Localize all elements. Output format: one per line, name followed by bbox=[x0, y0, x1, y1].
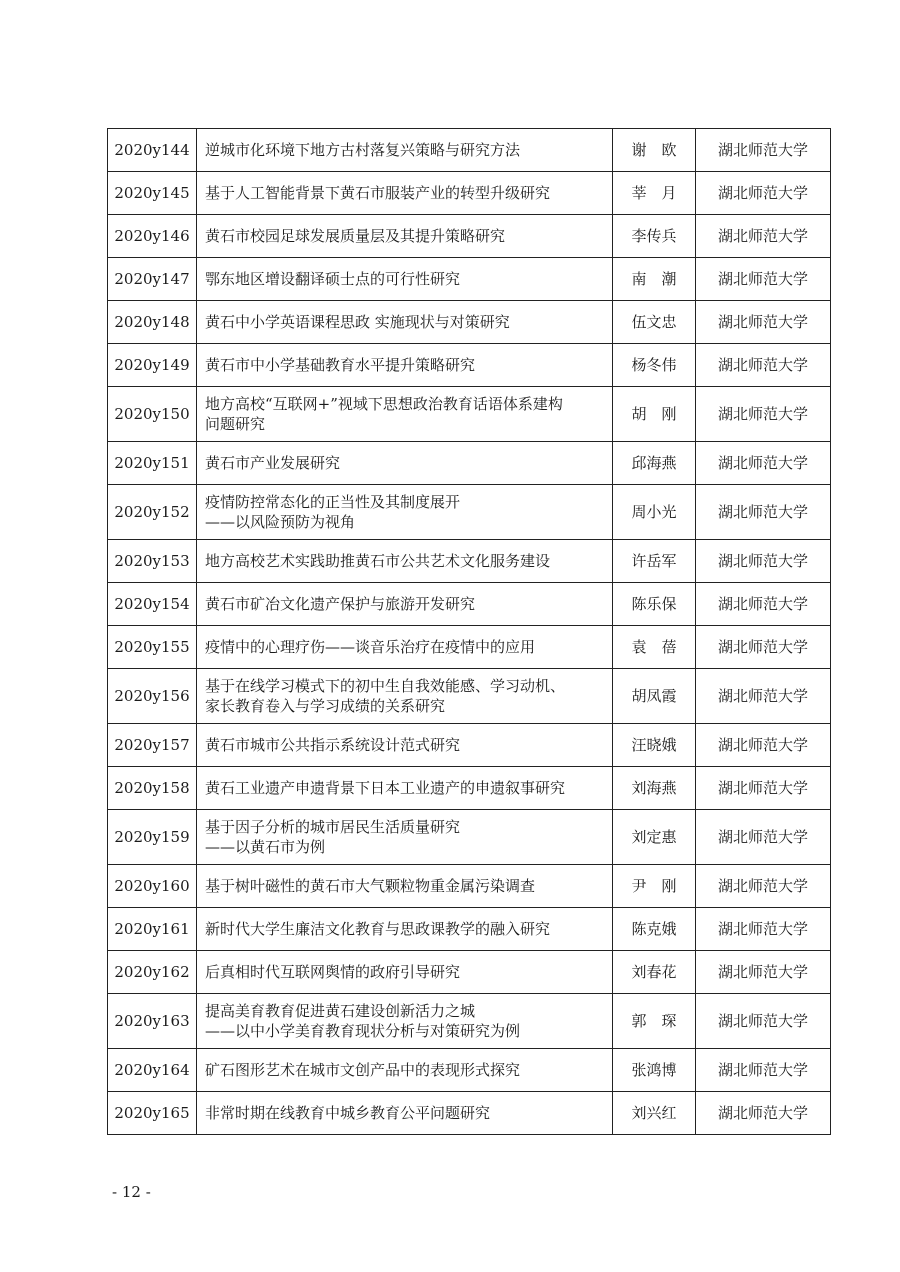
project-title-cell bbox=[197, 442, 613, 485]
institution-cell: 湖北师范大学 bbox=[696, 215, 831, 258]
leader-name-cell: 邱海燕 bbox=[613, 442, 696, 485]
project-id-cell: 2020y153 bbox=[108, 540, 197, 583]
leader-name-cell: 汪晓娥 bbox=[613, 724, 696, 767]
project-id-cell: 2020y165 bbox=[108, 1092, 197, 1135]
page-number: - 12 - bbox=[112, 1183, 151, 1201]
institution-cell: 湖北师范大学 bbox=[696, 994, 831, 1049]
institution-cell: 湖北师范大学 bbox=[696, 344, 831, 387]
project-id-cell: 2020y162 bbox=[108, 951, 197, 994]
leader-name-cell: 袁 蓓 bbox=[613, 626, 696, 669]
leader-name-cell: 陈乐保 bbox=[613, 583, 696, 626]
project-id-cell: 2020y154 bbox=[108, 583, 197, 626]
project-title-line: 疫情防控常态化的正当性及其制度展开 bbox=[205, 493, 461, 511]
project-id-cell: 2020y158 bbox=[108, 767, 197, 810]
leader-name-cell: 伍文忠 bbox=[613, 301, 696, 344]
leader-name-cell: 郭 琛 bbox=[613, 994, 696, 1049]
project-title-cell bbox=[197, 540, 613, 583]
project-id-cell: 2020y161 bbox=[108, 908, 197, 951]
leader-name-cell: 陈克娥 bbox=[613, 908, 696, 951]
leader-name-cell: 谢 欧 bbox=[613, 129, 696, 172]
table-row bbox=[108, 1049, 831, 1092]
project-id-cell: 2020y160 bbox=[108, 865, 197, 908]
project-table-body bbox=[108, 129, 831, 1135]
leader-name-cell: 胡凤霞 bbox=[613, 669, 696, 724]
table-row bbox=[108, 724, 831, 767]
project-title-line: 黄石中小学英语课程思政 实施现状与对策研究 bbox=[205, 313, 510, 331]
project-id-cell: 2020y163 bbox=[108, 994, 197, 1049]
project-title-cell bbox=[197, 865, 613, 908]
institution-cell: 湖北师范大学 bbox=[696, 626, 831, 669]
project-title-line: 地方高校艺术实践助推黄石市公共艺术文化服务建设 bbox=[205, 552, 551, 570]
project-title-line: 黄石市中小学基础教育水平提升策略研究 bbox=[205, 356, 476, 374]
leader-name-cell: 刘兴红 bbox=[613, 1092, 696, 1135]
institution-cell: 湖北师范大学 bbox=[696, 810, 831, 865]
project-id-cell: 2020y146 bbox=[108, 215, 197, 258]
institution-cell: 湖北师范大学 bbox=[696, 129, 831, 172]
table-row bbox=[108, 344, 831, 387]
institution-cell: 湖北师范大学 bbox=[696, 172, 831, 215]
table-row bbox=[108, 810, 831, 865]
project-title-line: 黄石市校园足球发展质量层及其提升策略研究 bbox=[205, 227, 506, 245]
table-row bbox=[108, 767, 831, 810]
project-id-cell: 2020y164 bbox=[108, 1049, 197, 1092]
project-title-line: 后真相时代互联网舆情的政府引导研究 bbox=[205, 963, 461, 981]
institution-cell: 湖北师范大学 bbox=[696, 301, 831, 344]
project-title-line: 家长教育卷入与学习成绩的关系研究 bbox=[205, 697, 446, 715]
institution-cell: 湖北师范大学 bbox=[696, 767, 831, 810]
project-title-line: 新时代大学生廉洁文化教育与思政课教学的融入研究 bbox=[205, 920, 551, 938]
leader-name-cell: 杨冬伟 bbox=[613, 344, 696, 387]
project-title-cell bbox=[197, 1092, 613, 1135]
table-row bbox=[108, 172, 831, 215]
project-id-cell: 2020y150 bbox=[108, 387, 197, 442]
institution-cell: 湖北师范大学 bbox=[696, 724, 831, 767]
project-title-line: 矿石图形艺术在城市文创产品中的表现形式探究 bbox=[205, 1061, 521, 1079]
project-id-cell: 2020y147 bbox=[108, 258, 197, 301]
project-title-cell bbox=[197, 172, 613, 215]
institution-cell: 湖北师范大学 bbox=[696, 442, 831, 485]
project-title-line: 地方高校“互联网+”视域下思想政治教育话语体系建构 bbox=[205, 395, 563, 413]
project-title-line: ——以黄石市为例 bbox=[205, 838, 326, 856]
leader-name-cell: 刘海燕 bbox=[613, 767, 696, 810]
project-table bbox=[107, 128, 831, 1135]
table-row bbox=[108, 129, 831, 172]
project-id-cell: 2020y149 bbox=[108, 344, 197, 387]
project-title-cell bbox=[197, 1049, 613, 1092]
project-title-line: 基于在线学习模式下的初中生自我效能感、学习动机、 bbox=[205, 677, 566, 695]
project-title-cell bbox=[197, 810, 613, 865]
leader-name-cell: 刘定惠 bbox=[613, 810, 696, 865]
project-title-line: 基于树叶磁性的黄石市大气颗粒物重金属污染调查 bbox=[205, 877, 536, 895]
project-title-cell bbox=[197, 626, 613, 669]
institution-cell: 湖北师范大学 bbox=[696, 951, 831, 994]
project-title-cell bbox=[197, 129, 613, 172]
project-title-line: ——以中小学美育教育现状分析与对策研究为例 bbox=[205, 1022, 521, 1040]
table-row bbox=[108, 626, 831, 669]
project-title-line: 黄石市产业发展研究 bbox=[205, 454, 341, 472]
project-title-cell bbox=[197, 767, 613, 810]
project-id-cell: 2020y145 bbox=[108, 172, 197, 215]
institution-cell: 湖北师范大学 bbox=[696, 669, 831, 724]
project-id-cell: 2020y151 bbox=[108, 442, 197, 485]
table-row bbox=[108, 669, 831, 724]
project-id-cell: 2020y144 bbox=[108, 129, 197, 172]
project-id-cell: 2020y157 bbox=[108, 724, 197, 767]
project-title-line: 基于人工智能背景下黄石市服装产业的转型升级研究 bbox=[205, 184, 551, 202]
table-row bbox=[108, 908, 831, 951]
table-row bbox=[108, 301, 831, 344]
project-title-cell bbox=[197, 951, 613, 994]
table-row bbox=[108, 258, 831, 301]
institution-cell: 湖北师范大学 bbox=[696, 258, 831, 301]
project-title-cell bbox=[197, 344, 613, 387]
project-id-cell: 2020y155 bbox=[108, 626, 197, 669]
project-id-cell: 2020y148 bbox=[108, 301, 197, 344]
leader-name-cell: 刘春花 bbox=[613, 951, 696, 994]
project-title-cell bbox=[197, 387, 613, 442]
institution-cell: 湖北师范大学 bbox=[696, 865, 831, 908]
project-id-cell: 2020y152 bbox=[108, 485, 197, 540]
project-title-cell bbox=[197, 583, 613, 626]
table-row bbox=[108, 865, 831, 908]
project-title-line: 黄石市城市公共指示系统设计范式研究 bbox=[205, 736, 461, 754]
table-row bbox=[108, 540, 831, 583]
institution-cell: 湖北师范大学 bbox=[696, 1049, 831, 1092]
leader-name-cell: 李传兵 bbox=[613, 215, 696, 258]
project-title-cell bbox=[197, 669, 613, 724]
leader-name-cell: 许岳军 bbox=[613, 540, 696, 583]
project-title-cell bbox=[197, 994, 613, 1049]
institution-cell: 湖北师范大学 bbox=[696, 583, 831, 626]
table-row bbox=[108, 387, 831, 442]
institution-cell: 湖北师范大学 bbox=[696, 540, 831, 583]
project-title-line: 提高美育教育促进黄石建设创新活力之城 bbox=[205, 1002, 476, 1020]
project-title-cell bbox=[197, 215, 613, 258]
project-title-cell bbox=[197, 301, 613, 344]
institution-cell: 湖北师范大学 bbox=[696, 387, 831, 442]
project-title-line: ——以风险预防为视角 bbox=[205, 513, 356, 531]
project-id-cell: 2020y156 bbox=[108, 669, 197, 724]
leader-name-cell: 周小光 bbox=[613, 485, 696, 540]
project-title-line: 鄂东地区增设翻译硕士点的可行性研究 bbox=[205, 270, 461, 288]
project-id-cell: 2020y159 bbox=[108, 810, 197, 865]
leader-name-cell: 胡 刚 bbox=[613, 387, 696, 442]
leader-name-cell: 南 潮 bbox=[613, 258, 696, 301]
institution-cell: 湖北师范大学 bbox=[696, 908, 831, 951]
table-row bbox=[108, 442, 831, 485]
table-row bbox=[108, 583, 831, 626]
table-row bbox=[108, 485, 831, 540]
project-title-line: 非常时期在线教育中城乡教育公平问题研究 bbox=[205, 1104, 491, 1122]
table-row bbox=[108, 215, 831, 258]
project-title-cell bbox=[197, 258, 613, 301]
institution-cell: 湖北师范大学 bbox=[696, 485, 831, 540]
project-title-line: 基于因子分析的城市居民生活质量研究 bbox=[205, 818, 461, 836]
table-row bbox=[108, 951, 831, 994]
table-row bbox=[108, 1092, 831, 1135]
project-title-line: 黄石工业遗产申遗背景下日本工业遗产的申遗叙事研究 bbox=[205, 779, 566, 797]
table-row bbox=[108, 994, 831, 1049]
project-title-line: 逆城市化环境下地方古村落复兴策略与研究方法 bbox=[205, 141, 521, 159]
project-title-line: 疫情中的心理疗伤——谈音乐治疗在疫情中的应用 bbox=[205, 638, 536, 656]
leader-name-cell: 张鸿博 bbox=[613, 1049, 696, 1092]
institution-cell: 湖北师范大学 bbox=[696, 1092, 831, 1135]
project-title-cell bbox=[197, 908, 613, 951]
project-title-line: 黄石市矿冶文化遗产保护与旅游开发研究 bbox=[205, 595, 476, 613]
leader-name-cell: 莘 月 bbox=[613, 172, 696, 215]
project-title-cell bbox=[197, 724, 613, 767]
project-title-line: 问题研究 bbox=[205, 415, 266, 433]
leader-name-cell: 尹 刚 bbox=[613, 865, 696, 908]
project-title-cell bbox=[197, 485, 613, 540]
